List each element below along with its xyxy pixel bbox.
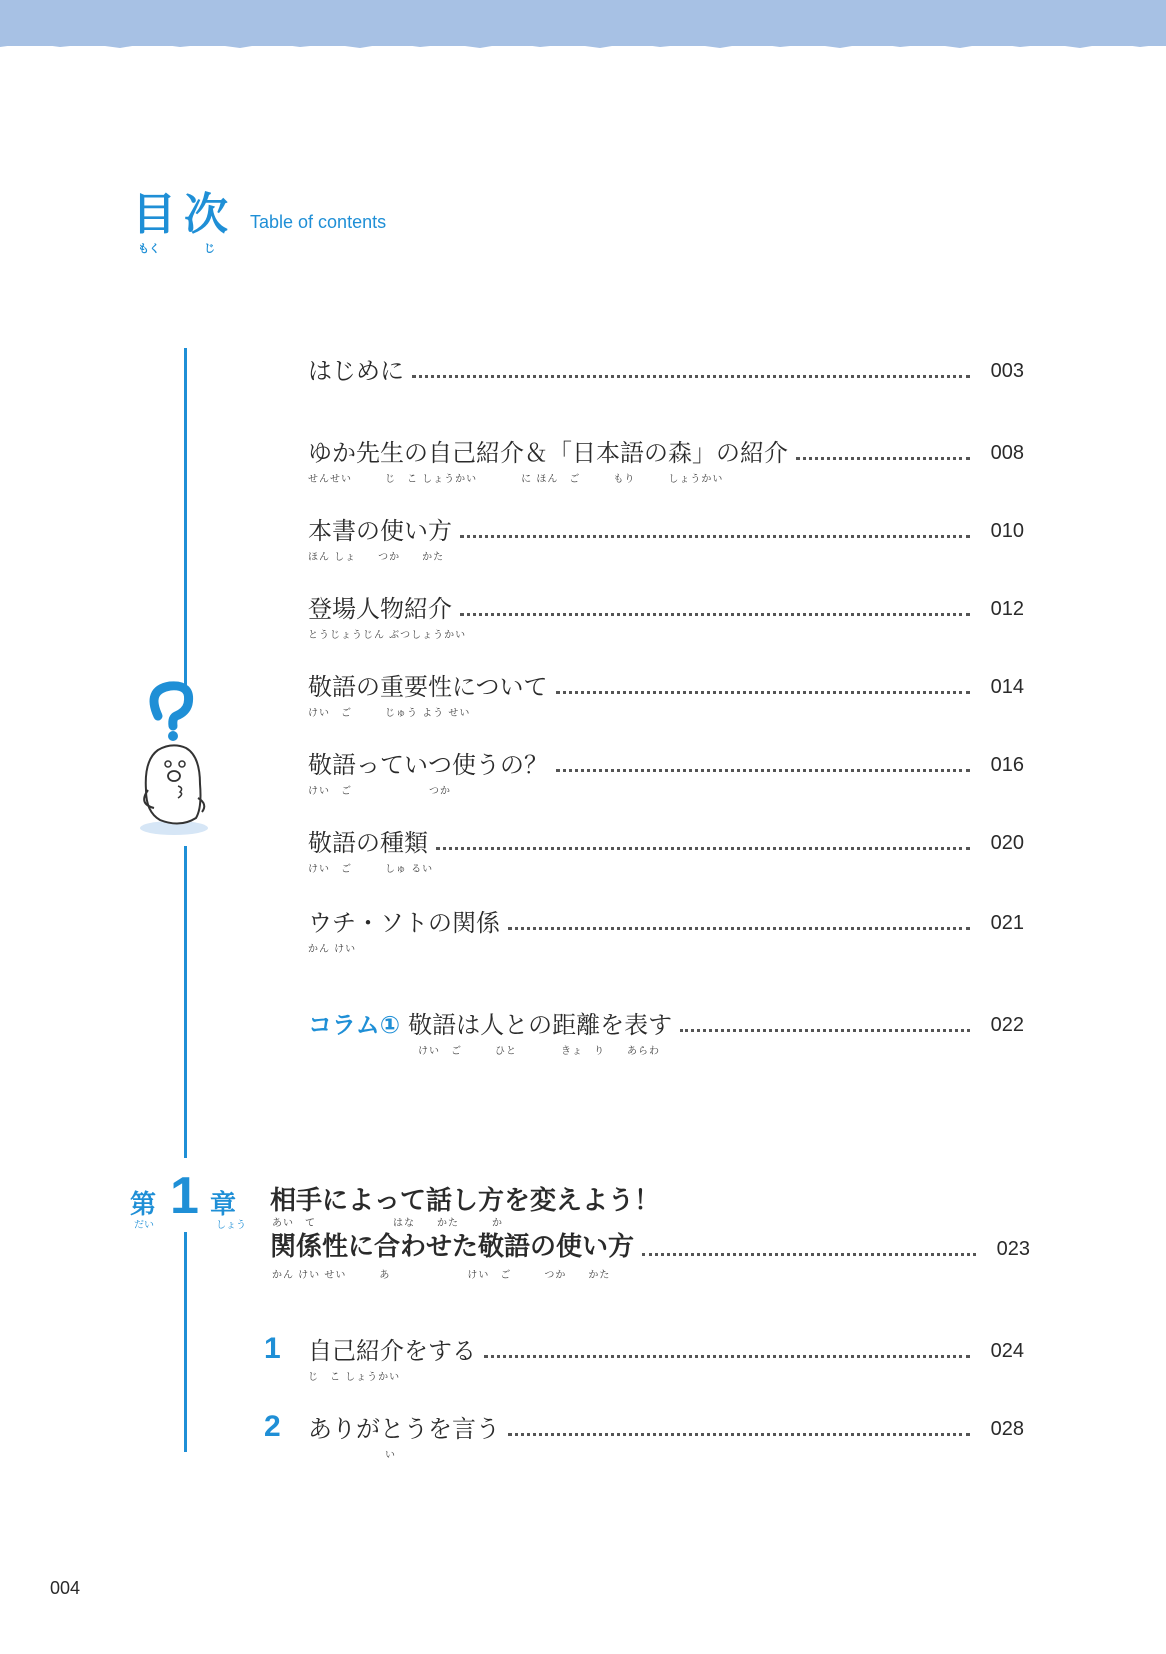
leader-dots	[436, 847, 970, 850]
chapter-dai-ruby: だい	[134, 1220, 154, 1231]
toc-item-page: 024	[990, 1340, 1024, 1362]
leader-dots	[460, 613, 970, 616]
toc-item-page: 014	[990, 676, 1024, 698]
toc-item[interactable]	[308, 750, 1024, 800]
toc-item-title: 敬語の重要性について	[308, 673, 548, 701]
leader-dots	[642, 1253, 976, 1256]
chapter-number: 1	[170, 1167, 199, 1225]
toc-item-title: 敬語っていつ使うの？	[308, 751, 548, 779]
toc-column-item[interactable]	[308, 1010, 1024, 1060]
vertical-rule-middle	[184, 846, 187, 1158]
toc-item-title: はじめに	[308, 357, 404, 385]
footer-page-number: 004	[50, 1578, 81, 1598]
leader-dots	[484, 1355, 970, 1358]
toc-item-ruby: ほん しょ つか かた	[308, 552, 445, 563]
chapter-title-row2	[270, 1230, 1030, 1264]
toc-item-title: ゆか先生の自己紹介＆「日本語の森」の紹介	[308, 439, 788, 467]
toc-item-ruby: けい ご しゅ るい	[308, 864, 434, 875]
toc-item-title: ありがとうを言う	[308, 1415, 500, 1443]
chapter-title-line2: 関係性に合わせた敬語の使い方	[270, 1232, 635, 1262]
toc-item-ruby: とうじょうじん ぶつしょうかい	[308, 630, 467, 641]
title-kanji-1: 目	[132, 189, 178, 240]
leader-dots	[796, 457, 970, 460]
toc-item-page: 003	[990, 360, 1024, 382]
column-label: コラム①	[308, 1011, 401, 1039]
toc-item-page: 021	[990, 912, 1024, 934]
toc-item-ruby: かん けい	[308, 944, 357, 955]
toc-item-title: ウチ・ソトの関係	[308, 909, 500, 937]
chapter-heading[interactable]	[130, 1167, 1030, 1290]
toc-item-ruby: けい ご ひと きょ り あらわ	[418, 1046, 660, 1057]
leader-dots	[460, 535, 970, 538]
toc-item-ruby: けい ご じゅう よう せい	[308, 708, 471, 719]
title-kanji-2: 次	[184, 189, 230, 240]
toc-item[interactable]	[308, 356, 1024, 406]
question-mark-mascot-icon	[136, 680, 216, 840]
leader-dots	[680, 1029, 970, 1032]
top-color-band	[0, 0, 1166, 46]
leader-dots	[508, 1433, 970, 1436]
toc-item-ruby: せんせい じ こ しょうかい に ほん ご もり しょうかい	[308, 474, 724, 485]
section-number: 1	[264, 1332, 281, 1365]
toc-item-page: 022	[990, 1014, 1024, 1036]
toc-item-title: 敬語の種類	[308, 829, 428, 857]
toc-item-page: 016	[990, 754, 1024, 776]
chapter-page: 023	[996, 1238, 1030, 1260]
toc-item-ruby: けい ご つか	[308, 786, 451, 797]
toc-item-page: 012	[990, 598, 1024, 620]
leader-dots	[412, 375, 970, 378]
vertical-rule-top	[184, 348, 187, 686]
toc-item[interactable]	[308, 828, 1024, 878]
toc-item-title: 自己紹介をする	[308, 1337, 476, 1365]
leader-dots	[556, 691, 970, 694]
chapter-title-line1: 相手によって話し方を変えよう！	[270, 1186, 661, 1216]
title-ruby-2: じ	[204, 242, 215, 255]
toc-item-page: 008	[990, 442, 1024, 464]
section-number: 2	[264, 1410, 281, 1443]
toc-section-item[interactable]	[308, 1336, 1024, 1386]
toc-item-ruby: じ こ しょうかい	[308, 1372, 401, 1383]
leader-dots	[508, 927, 970, 930]
toc-item-title: 敬語は人との距離を表す	[408, 1011, 673, 1039]
band-ragged-edge	[0, 40, 1166, 52]
title-english: Table of contents	[250, 212, 387, 232]
toc-item-page: 010	[990, 520, 1024, 542]
toc-item-page: 028	[990, 1418, 1024, 1440]
page-title	[132, 190, 532, 260]
toc-item[interactable]	[308, 908, 1024, 958]
toc-item[interactable]	[308, 672, 1024, 722]
chapter-title-line2-ruby: かん けい せい あ けい ご つか かた	[272, 1270, 611, 1281]
toc-section-item[interactable]	[308, 1414, 1024, 1464]
chapter-title-line1-ruby: あい て はな かた か	[272, 1218, 503, 1229]
title-ruby-1: もく	[138, 242, 160, 255]
chapter-shou-ruby: しょう	[216, 1220, 246, 1231]
chapter-shou: 章	[210, 1190, 237, 1220]
toc-item[interactable]	[308, 594, 1024, 644]
toc-item-page: 020	[990, 832, 1024, 854]
toc-item[interactable]	[308, 516, 1024, 566]
leader-dots	[556, 769, 970, 772]
toc-item[interactable]	[308, 438, 1024, 488]
toc-item-title: 登場人物紹介	[308, 595, 452, 623]
toc-item-title: 本書の使い方	[308, 517, 452, 545]
toc-item-ruby: い	[308, 1450, 396, 1461]
chapter-dai: 第	[130, 1190, 157, 1220]
